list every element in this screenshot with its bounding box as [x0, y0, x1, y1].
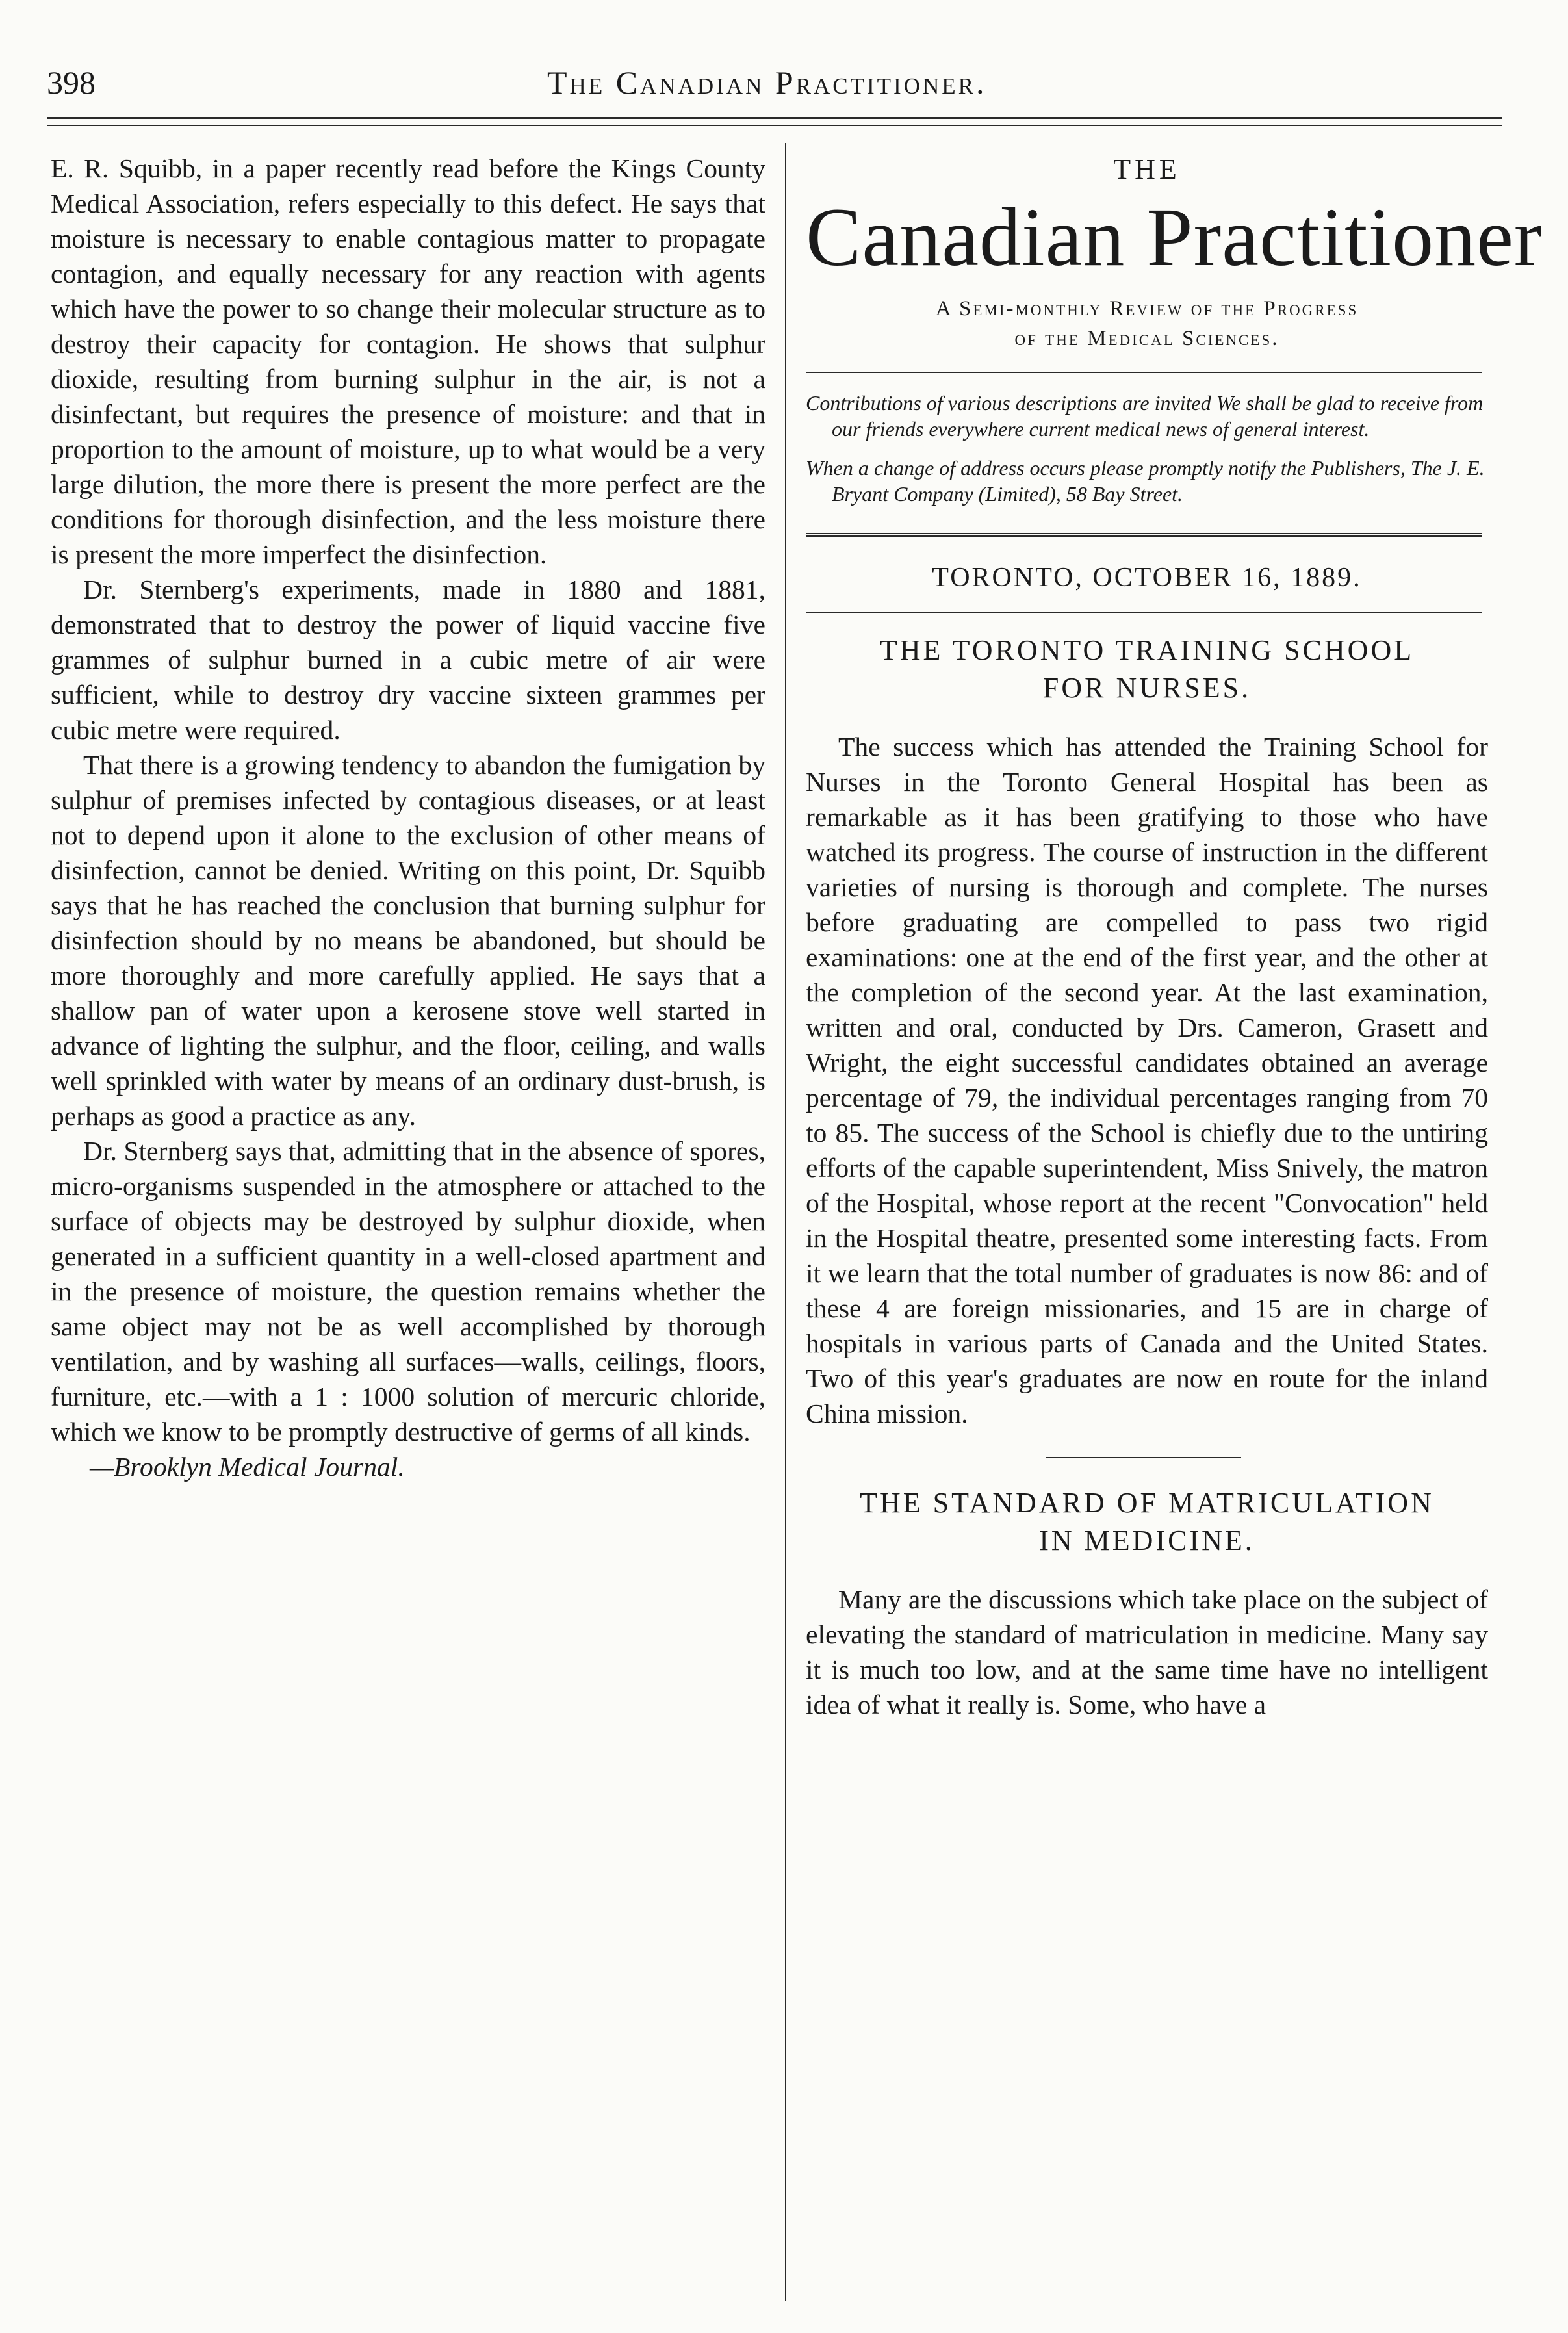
notice-contributions: Contributions of various descriptions are invited We shall be glad to receive from our friends everywhere current medical news of general interest.: [806, 391, 1484, 441]
article-title-matriculation-line1: THE STANDARD OF MATRICULATION: [860, 1487, 1434, 1519]
article-body-matriculation: Many are the discussions which take place on the subject of elevating the standard of matriculation in medicine. Many say it is much too low, and at the same time have no intelligent idea of what it really is. Some, who have a: [806, 1584, 1488, 1720]
column-divider: [785, 143, 786, 2301]
masthead-subtitle-line2: of the Medical Sciences.: [1014, 327, 1279, 350]
running-head-title: The Canadian Practitioner.: [547, 64, 987, 101]
right-column: [806, 151, 1543, 1722]
publisher-notices: [806, 390, 1488, 507]
notice-address: When a change of address occurs please promptly notify the Publishers, The J. E. Bryant Company (Limited), 58 Bay Street.: [806, 456, 1485, 506]
masthead-title: Canadian Practitioner: [806, 191, 1543, 283]
paragraph-sternberg-experiments: Dr. Sternberg's experiments, made in 1880 and 1881, demonstrated that to destroy the power of liquid vaccine five grammes of sulphur burned in a cubic metre of air were sufficient, while to destroy dry vaccine sixteen grammes per cubic metre were required.: [51, 574, 765, 745]
paragraph-squibb: E. R. Squibb, in a paper recently read before the Kings County Medical Association, refers especially to this defect. He says that moisture is necessary to enable contagious matter to propagate contagion, and equally necessary for any reaction with agents which have the power to so change their molecular structure as to destroy their capacity for contagion. He shows that sulphur dioxide, resulting from burning sulphur in the air, is not a disinfectant, but requires the presence of moisture: and that in proportion to the amount of moisture, up to what would be a very large dilution, the more there is present the more perfect are the conditions for thorough disinfection, and the less moisture there is present the more imperfect the disinfection.: [51, 153, 765, 569]
article-separator: [806, 1431, 1488, 1484]
masthead-subtitle-line1: A Semi-monthly Review of the Progress: [935, 297, 1359, 320]
source-attribution: —Brooklyn Medical Journal.: [90, 1452, 405, 1482]
paragraph-sternberg-admits: Dr. Sternberg says that, admitting that in the absence of spores, micro-organisms suspended in the atmosphere or attached to the surface of objects may be destroyed by sulphur dioxide, when generated in a sufficient quantity in a well-closed apartment and in the presence of moisture, the question remains whether the same object may not be as well accomplished by thorough ventilation, and by washing all surfaces—walls, ceilings, floors, furniture, etc.—with a 1 : 1000 solution of mercuric chloride, which we know to be promptly destructive of germs of all kinds.: [51, 1136, 765, 1447]
left-column: [51, 151, 765, 1484]
article-body-nursing: The success which has attended the Training School for Nurses in the Toronto General Hospital has been as remarkable as it has been gratifying to those who have watched its progress. The course of instruction in the different varieties of nursing is thorough and complete. The nurses before graduating are compelled to pass two rigid examinations: one at the end of the first year, and the other at the completion of the second year. At the last examination, written and oral, conducted by Drs. Cameron, Grasett and Wright, the eight successful candidates obtained an average percentage of 79, the individual percentages ranging from 70 to 85. The success of the School is chiefly due to the untiring efforts of the capable superintendent, Miss Snively, the matron of the Hospital, whose report at the recent "Convocation" held in the Hospital theatre, presented some interesting facts. From it we learn that the total number of graduates is now 86: and of these 4 are foreign missionaries, and 15 are in charge of hospitals in various parts of Canada and the United States. Two of this year's graduates are now en route for the inland China mission.: [806, 732, 1488, 1428]
dateline: TORONTO, OCTOBER 16, 1889.: [932, 563, 1362, 593]
masthead-rule: [806, 354, 1488, 390]
header-rule-thin: [47, 125, 1502, 126]
header-rule: [47, 117, 1502, 119]
dateline-rule: [806, 507, 1488, 560]
article-title-matriculation-line2: IN MEDICINE.: [1039, 1525, 1255, 1556]
paragraph-fumigation: That there is a growing tendency to abandon the fumigation by sulphur of premises infected by contagious diseases, or at least not to depend upon it alone to the exclusion of other means of disinfection, cannot be denied. Writing on this point, Dr. Squibb says that he has reached the conclusion that burning sulphur for disinfection should by no means be abandoned, but should be more thoroughly and more carefully applied. He says that a shallow pan of water upon a kerosene stove well started in advance of lighting the sulphur, and the floor, ceiling, and walls well sprinkled with water by means of an ordinary dust-brush, is perhaps as good a practice as any.: [51, 750, 765, 1131]
running-head: [47, 60, 1502, 112]
article-title-nursing-line2: FOR NURSES.: [1042, 672, 1252, 704]
page-number: 398: [47, 64, 96, 101]
section-rule: [806, 595, 1488, 632]
masthead-the: THE: [1113, 153, 1181, 185]
article-title-nursing-line1: THE TORONTO TRAINING SCHOOL: [879, 634, 1415, 666]
